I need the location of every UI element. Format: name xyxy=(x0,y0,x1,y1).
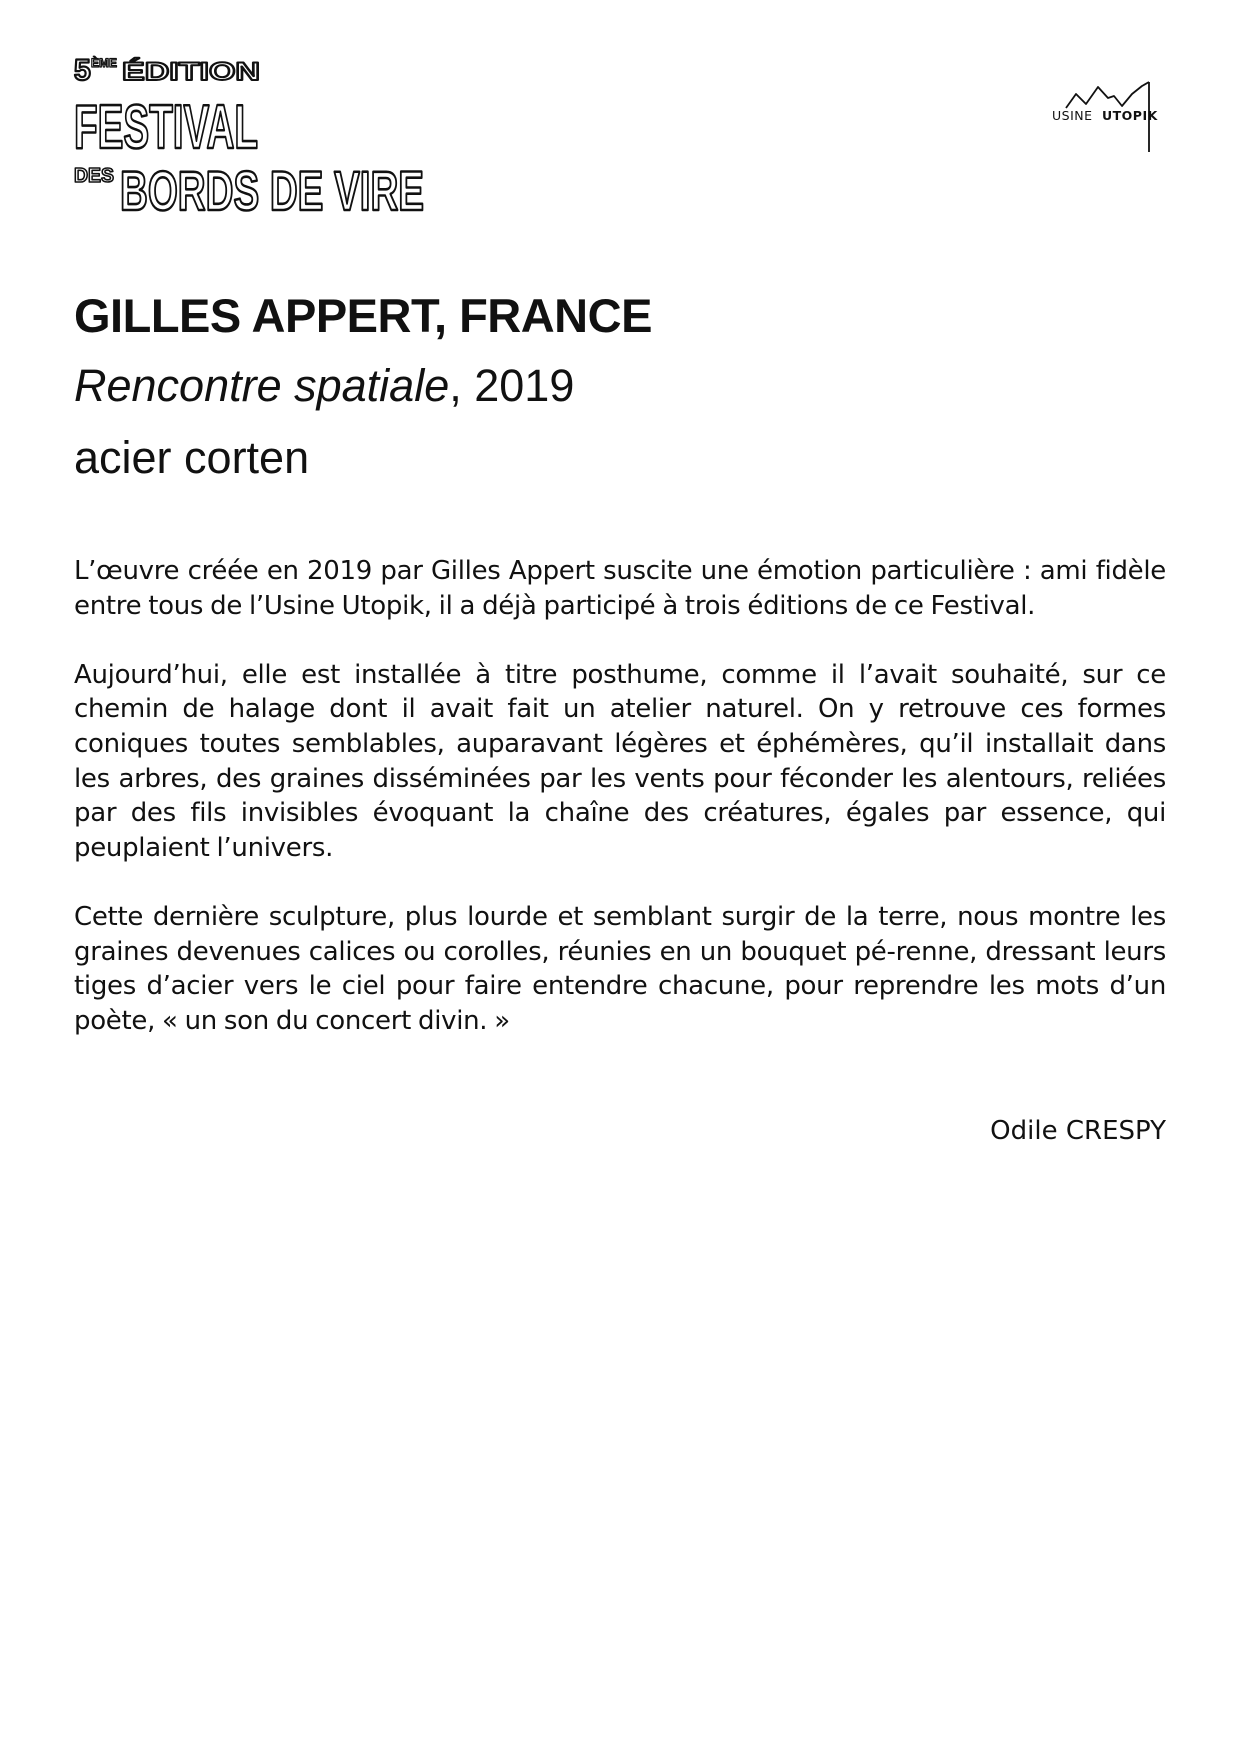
author-signature: Odile CRESPY xyxy=(990,1116,1166,1146)
paragraph-1: L’œuvre créée en 2019 par Gilles Appert suscite une émotion particulière : ami fidèle entre tous de l’Usine Utopik, il a déjà participé à trois éditions de ce Festival. xyxy=(74,556,1166,621)
festival-logo xyxy=(74,54,434,222)
logo-line-des: DES xyxy=(74,165,114,187)
work-material: acier corten xyxy=(74,432,310,483)
logo-edition-suffix: ÈME xyxy=(91,56,118,70)
paragraph-3: Cette dernière sculpture, plus lourde et semblant surgir de la terre, nous montre les graines devenues calices ou corolles, réunies en un bouquet pé-renne, dressant leurs tiges d’acier vers le ciel pour faire entendre chacune, pour reprendre les mots d’un poète, « un son du concert divin. » xyxy=(74,901,1166,1036)
paragraph-2: Aujourd’hui, elle est installée à titre posthume, comme il l’avait souhaité, sur ce chemin de halage dont il avait fait un atelier naturel. On y retrouve ces formes coniques toutes semblables, auparavant légères et éphémères, qu’il installait dans les arbres, des graines disséminées par les vents pour féconder les alentours, reliées par des fils invisibles évoquant la chaîne des créatures, égales par essence, qui peuplaient l’univers. xyxy=(74,659,1166,863)
logo-edition-number: 5 xyxy=(74,54,91,87)
logo-line-festival: FESTIVAL xyxy=(74,93,258,162)
work-year: , 2019 xyxy=(449,360,575,411)
mountain-line-icon xyxy=(1066,82,1149,108)
logo-word-usine: USINE xyxy=(1052,108,1093,123)
logo-line-bords: BORDS DE VIRE xyxy=(120,159,424,222)
work-line xyxy=(74,358,574,414)
artist-heading: GILLES APPERT, FRANCE xyxy=(74,289,652,342)
description-text xyxy=(74,554,1166,1073)
work-title: Rencontre spatiale xyxy=(74,360,450,411)
logo-word-utopik: UTOPIK xyxy=(1102,108,1158,123)
usine-utopik-logo xyxy=(1052,80,1172,158)
logo-edition-word: ÉDITION xyxy=(122,58,224,86)
